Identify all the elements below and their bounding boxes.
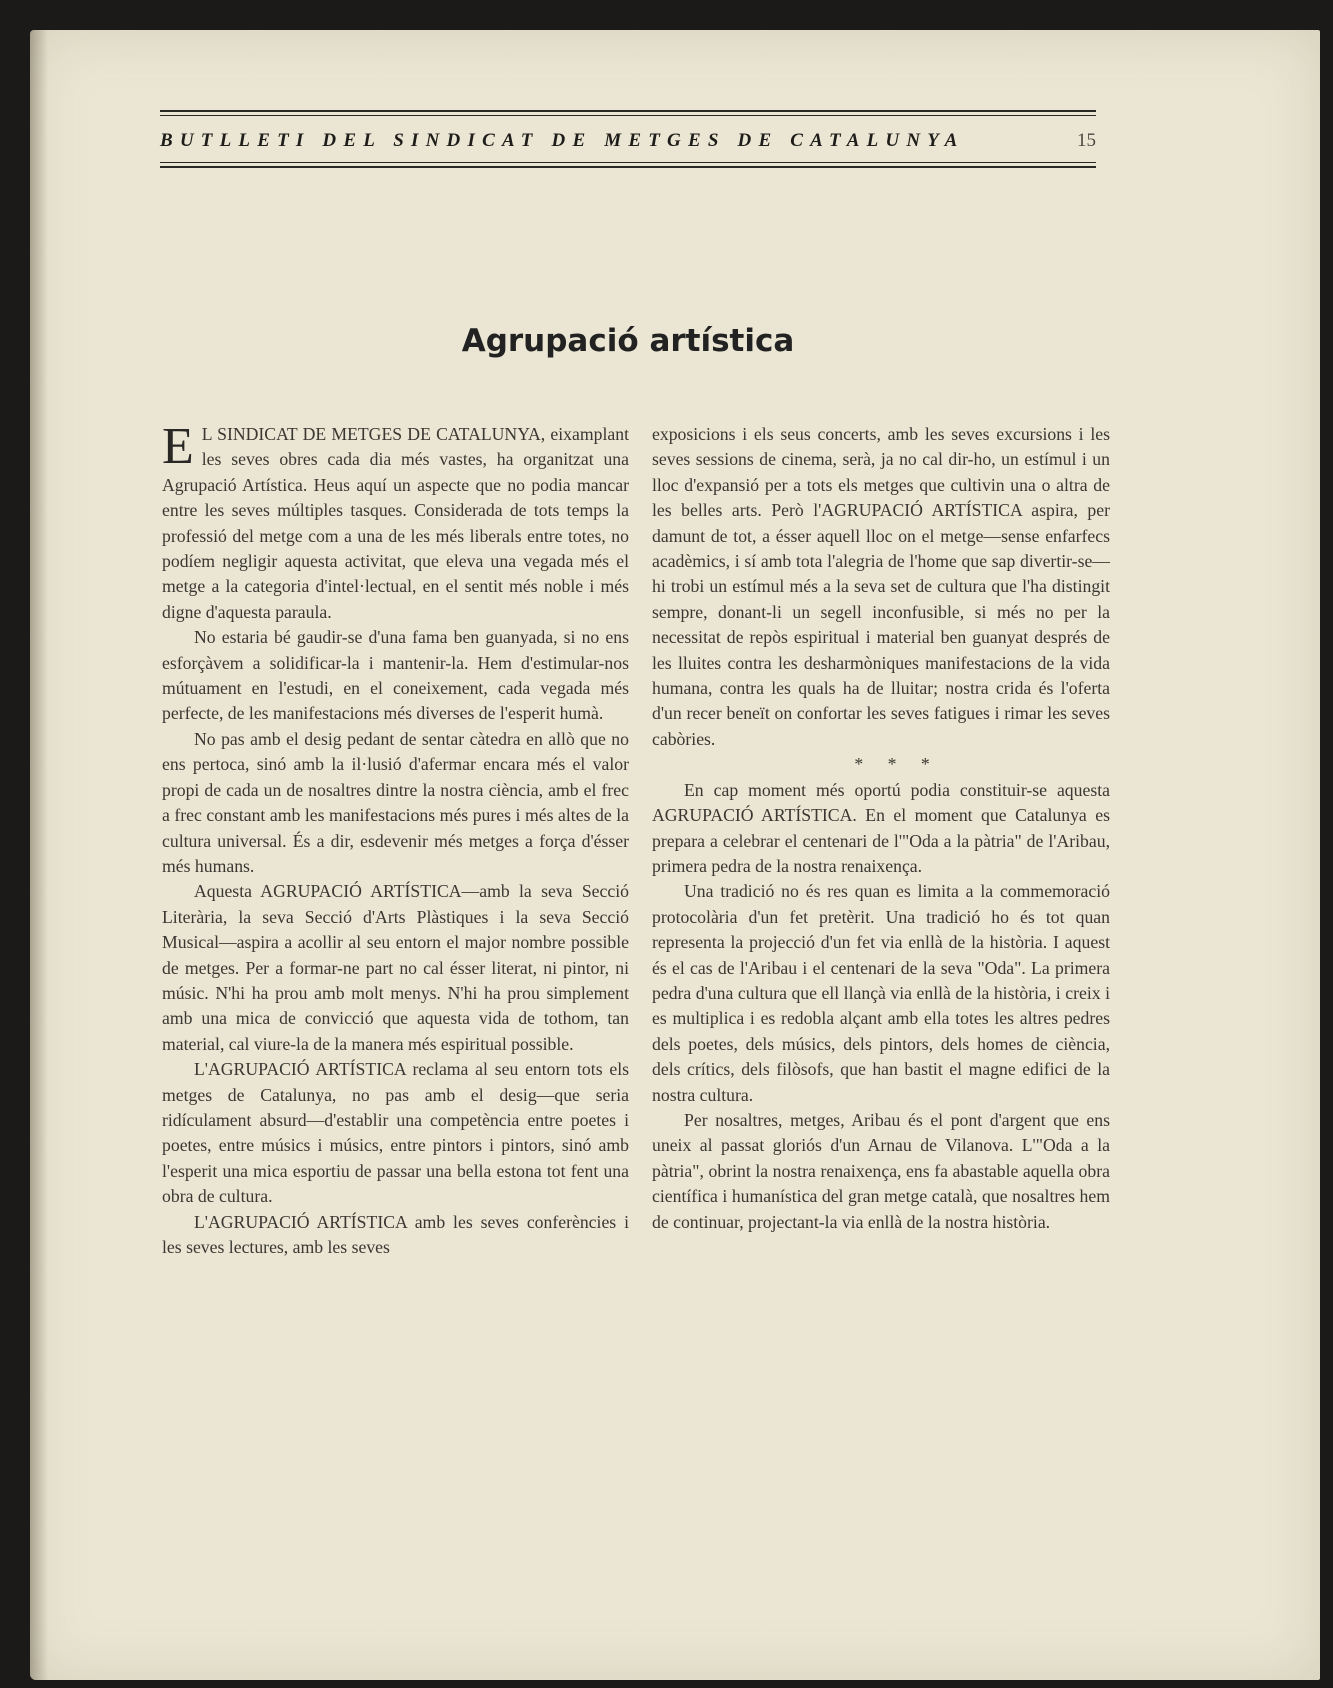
- running-header: [160, 110, 1096, 170]
- journal-title: BUTLLETI DEL SINDICAT DE METGES DE CATALUNYA: [160, 130, 965, 151]
- page-number: 15: [1077, 130, 1096, 151]
- paragraph: [162, 418, 629, 625]
- article-column-right: [652, 422, 1110, 1235]
- article-column-left: [162, 418, 629, 1260]
- paragraph: No pas amb el desig pedant de sentar càtedra en allò que no ens pertoca, sinó amb la il·lusió d'afermar encara més el valor propi de cada un de nosaltres dintre la nostra ciència, amb el frec a frec constant amb les manifestacions més pures i més altes de la cultura universal. És a dir, esdevenir més metges a força d'ésser més humans.: [162, 728, 629, 876]
- paragraph-text: L SINDICAT DE METGES DE CATALUNYA, eixamplant les seves obres cada dia més vastes, ha organitzat una Agrupació Artística. Heus aquí un aspecte que no podia mancar entre les seves múltiples tasques. Considerada de tots temps la professió del metge com a una de les més liberals entre totes, no podíem negligir aquesta activitat, que eleva una vegada més el metge a la categoria d'intel·lectual, en el sentit més noble i més digne d'aquesta paraula.: [162, 424, 629, 622]
- header-rule-bottom-thin: [160, 162, 1096, 163]
- paragraph: L'AGRUPACIÓ ARTÍSTICA amb les seves conferències i les seves lectures, amb les seves: [162, 1211, 629, 1257]
- header-rule-top: [160, 110, 1096, 112]
- paragraph: No estaria bé gaudir-se d'una fama ben guanyada, si no ens esforçàvem a solidificar-la i mantenir-la. Hem d'estimular-nos mútuament en l'estudi, en el coneixement, cada vegada més perfecte, de les manifestacions més diverses de l'esperit humà.: [162, 627, 629, 724]
- header-rule-top-thin: [160, 115, 1096, 116]
- paragraph: En cap moment més oportú podia constituir-se aquesta AGRUPACIÓ ARTÍSTICA. En el moment que Catalunya es prepara a celebrar el centenari de l'"Oda a la pàtria" de l'Aribau, primera pedra de la nostra renaixença.: [652, 779, 1110, 876]
- section-separator: * * *: [854, 754, 940, 775]
- drop-cap: E: [162, 418, 194, 475]
- paragraph: Aquesta AGRUPACIÓ ARTÍSTICA—amb la seva Secció Literària, la seva Secció d'Arts Plàstiques i la seva Secció Musical—aspira a acollir al seu entorn el major nombre possible de metges. Per a formar-ne part no cal ésser literat, ni pintor, ni músic. N'hi ha prou amb molt menys. N'hi ha prou simplement amb una mica de convicció que aquesta vida de tothom, tan material, cal viure-la de la manera més espiritual possible.: [162, 881, 629, 1054]
- paragraph: Una tradició no és res quan es limita a la commemoració protocolària d'un fet pretèrit. Una tradició ho és tot quan representa la projecció d'un fet via enllà de la història. I aquest és el cas de l'Aribau i el centenari de la seva "Oda". La primera pedra d'una cultura que ell llançà via enllà de la història, i creix i es multiplica i es redobla alçant amb ella totes les altres pedres dels poetes, dels músics, dels pintors, dels homes de ciència, dels crítics, dels filòsofs, que han bastit el magne edifici de la nostra cultura.: [652, 881, 1110, 1105]
- page-spine-shadow: [30, 30, 48, 1680]
- header-rule-bottom: [160, 166, 1096, 168]
- article-title: Agrupació artística: [461, 323, 795, 359]
- paragraph: exposicions i els seus concerts, amb les seves excursions i les seves sessions de cinema, serà, ja no cal dir-ho, un estímul i un lloc d'expansió per a tots els metges que cultivin una o altra de les belles arts. Però l'AGRUPACIÓ ARTÍSTICA aspira, per damunt de tot, a ésser aquell lloc on el metge—sense enfarfecs acadèmics, i sí amb tota l'alegria de l'home que sap divertir-se—hi trobi un estímul més a la seva set de cultura que l'ha distingit sempre, donant-li un segell inconfusible, si més no per la necessitat de repòs espiritual i material ben guanyat després de les lluites contra les desharmòniques manifestacions de la vida humana, contra les quals ha de lluitar; nostra crida és l'oferta d'un recer beneït on confortar les seves fatigues i rimar les seves cabòries.: [652, 424, 1110, 749]
- paragraph: Per nosaltres, metges, Aribau és el pont d'argent que ens uneix al passat gloriós d'un Arnau de Vilanova. L'"Oda a la pàtria", obrint la nostra renaixença, ens fa abastable aquella obra científica i humanística del gran metge català, que nosaltres hem de continuar, projectant-la via enllà de la nostra història.: [652, 1109, 1110, 1232]
- paragraph: L'AGRUPACIÓ ARTÍSTICA reclama al seu entorn tots els metges de Catalunya, no pas amb el desig—que seria ridículament absurd—d'establir una competència entre poetes i poetes, entre músics i músics, entre pintors i pintors, sinó amb l'esperit una mica esportiu de passar una bella estona tot fent una obra de cultura.: [162, 1059, 629, 1207]
